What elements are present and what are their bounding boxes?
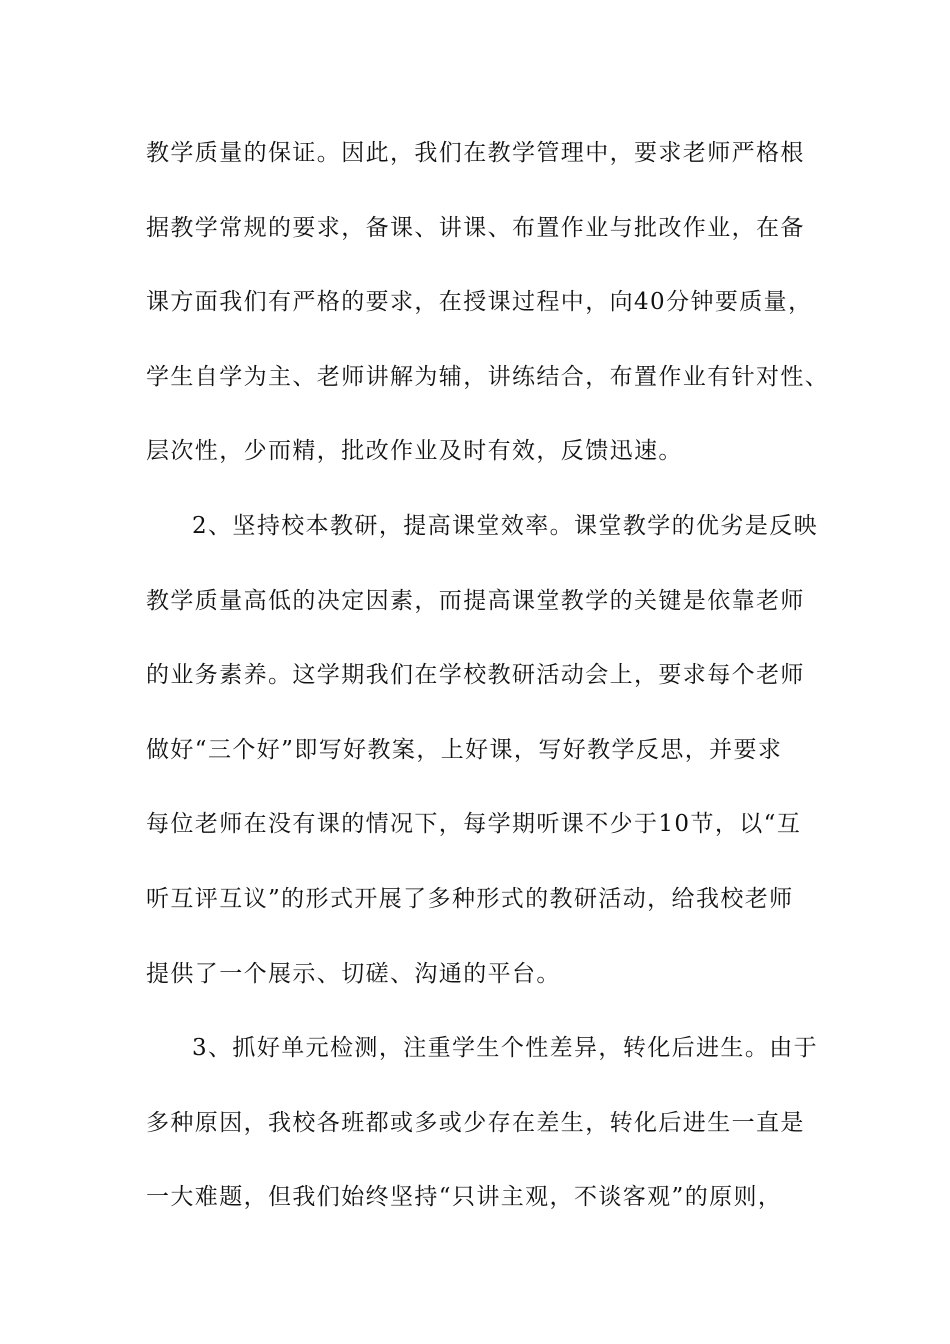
text-line: 学生自学为主、老师讲解为辅，讲练结合，布置作业有针对性、 — [146, 363, 830, 390]
text-line: 的业务素养。这学期我们在学校教研活动会上，要求每个老师 — [146, 662, 805, 689]
text-line: 提供了一个展示、切磋、沟通的平台。 — [146, 960, 561, 987]
text-line: 一大难题，但我们始终坚持“只讲主观，不谈客观”的原则， — [146, 1184, 783, 1211]
body-text — [146, 127, 836, 1246]
text-line: 课方面我们有严格的要求，在授课过程中，向40分钟要质量， — [146, 289, 813, 316]
paragraph-2-first-line: 2、坚持校本教研，提高课堂效率。课堂教学的优劣是反映 — [192, 512, 819, 539]
text-line: 教学质量的保证。因此，我们在教学管理中，要求老师严格根 — [146, 140, 805, 166]
text-line: 每位老师在没有课的情况下，每学期听课不少于10节，以“互 — [146, 811, 802, 838]
text-line: 做好“三个好”即写好教案，上好课，写好教学反思，并要求 — [146, 736, 783, 763]
text-line: 听互评互议”的形式开展了多种形式的教研活动，给我校老师 — [146, 885, 794, 912]
paragraph-3-first-line: 3、抓好单元检测，注重学生个性差异，转化后进生。由于 — [192, 1035, 819, 1062]
text-line: 多种原因，我校各班都或多或少存在差生，转化后进生一直是 — [146, 1109, 805, 1136]
text-line: 据教学常规的要求，备课、讲课、布置作业与批改作业，在备 — [146, 214, 805, 241]
text-line: 层次性，少而精，批改作业及时有效，反馈迅速。 — [146, 438, 683, 465]
text-line: 教学质量高低的决定因素，而提高课堂教学的关键是依靠老师 — [146, 587, 805, 614]
